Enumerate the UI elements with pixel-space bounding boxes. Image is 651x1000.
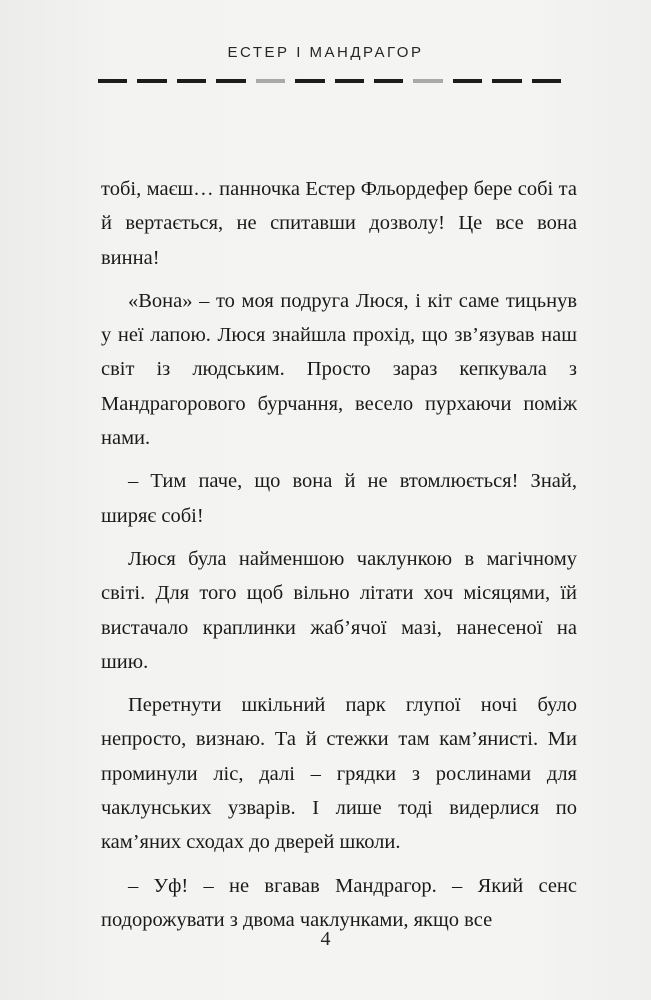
running-header: ЕСТЕР І МАНДРАГОР — [227, 44, 424, 61]
body-text — [101, 172, 577, 937]
paragraph-continuation: тобі, маєш… панночка Естер Фльордефер бере собі та й вертається, не спитавши дозволу! Це все вона винна! — [101, 178, 577, 269]
rule-dash — [295, 79, 324, 83]
bleed-through-decoration — [262, 78, 274, 131]
paragraph: «Вона» – то моя подруга Люся, і кіт саме тицьнув у неї лапою. Люся знайшла прохід, що зв’язував наш світ із людським. Просто зараз кепкувала з Мандрагорового бурчання, весело пурхаючи поміж нами. — [101, 289, 577, 450]
rule-dash — [374, 79, 403, 83]
rule-dash — [492, 79, 521, 83]
dialogue-paragraph: – Тим паче, що вона й не втомлюється! Знай, ширяє собі! — [101, 470, 577, 527]
rule-dash — [532, 79, 561, 83]
page-number: 4 — [320, 928, 331, 950]
rule-dash — [335, 79, 364, 83]
rule-dash — [413, 79, 442, 83]
rule-dash — [98, 79, 127, 83]
rule-dash — [177, 79, 206, 83]
rule-dash — [453, 79, 482, 83]
header-dashed-rule — [98, 79, 561, 83]
paragraph: Перетнути шкільний парк глупої ночі було непросто, визнаю. Та й стежки там кам’янисті. Ми проминули ліс, далі – грядки з рослинами для чаклунських узварів. І лише тоді видерлися по кам’яних сходах до дверей школи. — [101, 694, 577, 854]
rule-dash — [137, 79, 166, 83]
rule-dash — [216, 79, 245, 83]
paragraph: Люся була найменшою чаклункою в магічному світі. Для того щоб вільно літати хоч місяцями, їй вистачало краплинки жаб’ячої мазі, нанесеної на шию. — [101, 547, 577, 673]
rule-dash — [256, 79, 285, 83]
dialogue-paragraph: – Уф! – не вгавав Мандрагор. – Який сенс подорожувати з двома чаклунками, якщо все — [101, 874, 577, 931]
